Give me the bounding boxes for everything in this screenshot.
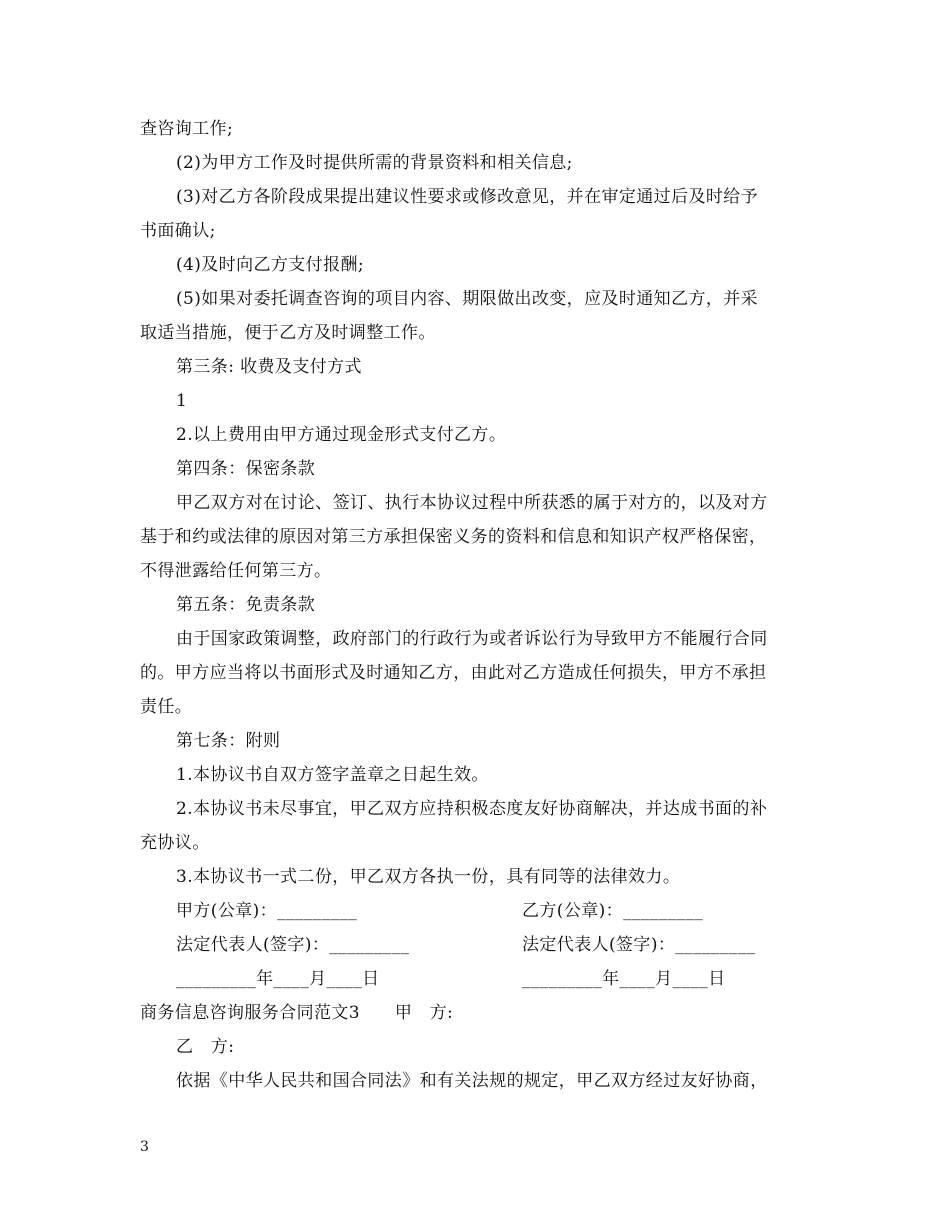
section-heading: 第七条：附则 <box>176 731 281 751</box>
party-a-representative-field: 法定代表人(签字)：_________ <box>176 935 410 955</box>
text-line: 不得泄露给任何第三方。 <box>140 561 332 581</box>
text-line: 取适当措施，便于乙方及时调整工作。 <box>140 323 436 343</box>
text-line: 的。甲方应当将以书面形式及时通知乙方，由此对乙方造成任何损失，甲方不承担 <box>140 663 767 683</box>
text-line: (5)如果对委托调查咨询的项目内容、期限做出改变，应及时通知乙方，并采 <box>176 289 759 309</box>
section-heading: 第五条：免责条款 <box>176 595 316 615</box>
text-line: 查咨询工作; <box>140 119 234 139</box>
party-b-representative-field: 法定代表人(签字)：_________ <box>522 935 756 955</box>
text-line: 书面确认; <box>140 221 216 241</box>
section-heading: 第三条: 收费及支付方式 <box>176 357 362 377</box>
text-line: 充协议。 <box>140 833 210 853</box>
text-line: (3)对乙方各阶段成果提出建议性要求或修改意见，并在审定通过后及时给予 <box>176 187 759 207</box>
party-b-seal-field: 乙方(公章)：_________ <box>522 901 704 921</box>
text-line: (4)及时向乙方支付报酬; <box>176 255 365 275</box>
text-line: 1 <box>176 391 188 411</box>
page-number: 3 <box>140 1139 149 1155</box>
text-line: 甲乙双方对在讨论、签订、执行本协议过程中所获悉的属于对方的，以及对方 <box>176 493 768 513</box>
text-line: 责任。 <box>140 697 193 717</box>
next-contract-heading: 商务信息咨询服务合同范文3 甲 方: <box>140 1003 454 1023</box>
text-line: (2)为甲方工作及时提供所需的背景资料和相关信息; <box>176 153 573 173</box>
text-line: 2.本协议书未尽事宜，甲乙双方应持积极态度友好协商解决，并达成书面的补 <box>176 799 768 819</box>
section-heading: 第四条：保密条款 <box>176 459 316 479</box>
party-a-seal-field: 甲方(公章)：_________ <box>176 901 358 921</box>
next-contract-party-b: 乙 方: <box>176 1037 235 1057</box>
text-line: 基于和约或法律的原因对第三方承担保密义务的资料和信息和知识产权严格保密， <box>140 527 767 547</box>
text-line: 1.本协议书自双方签字盖章之日起生效。 <box>176 765 489 785</box>
party-b-date-field: _________年____月____日 <box>522 969 726 989</box>
text-line: 由于国家政策调整，政府部门的行政行为或者诉讼行为导致甲方不能履行合同 <box>176 629 768 649</box>
party-a-date-field: _________年____月____日 <box>176 969 380 989</box>
text-line: 3.本协议书一式二份，甲乙双方各执一份，具有同等的法律效力。 <box>176 867 681 887</box>
text-line: 2.以上费用由甲方通过现金形式支付乙方。 <box>176 425 507 445</box>
next-contract-intro: 依据《中华人民共和国合同法》和有关法规的规定，甲乙双方经过友好协商， <box>176 1071 768 1091</box>
